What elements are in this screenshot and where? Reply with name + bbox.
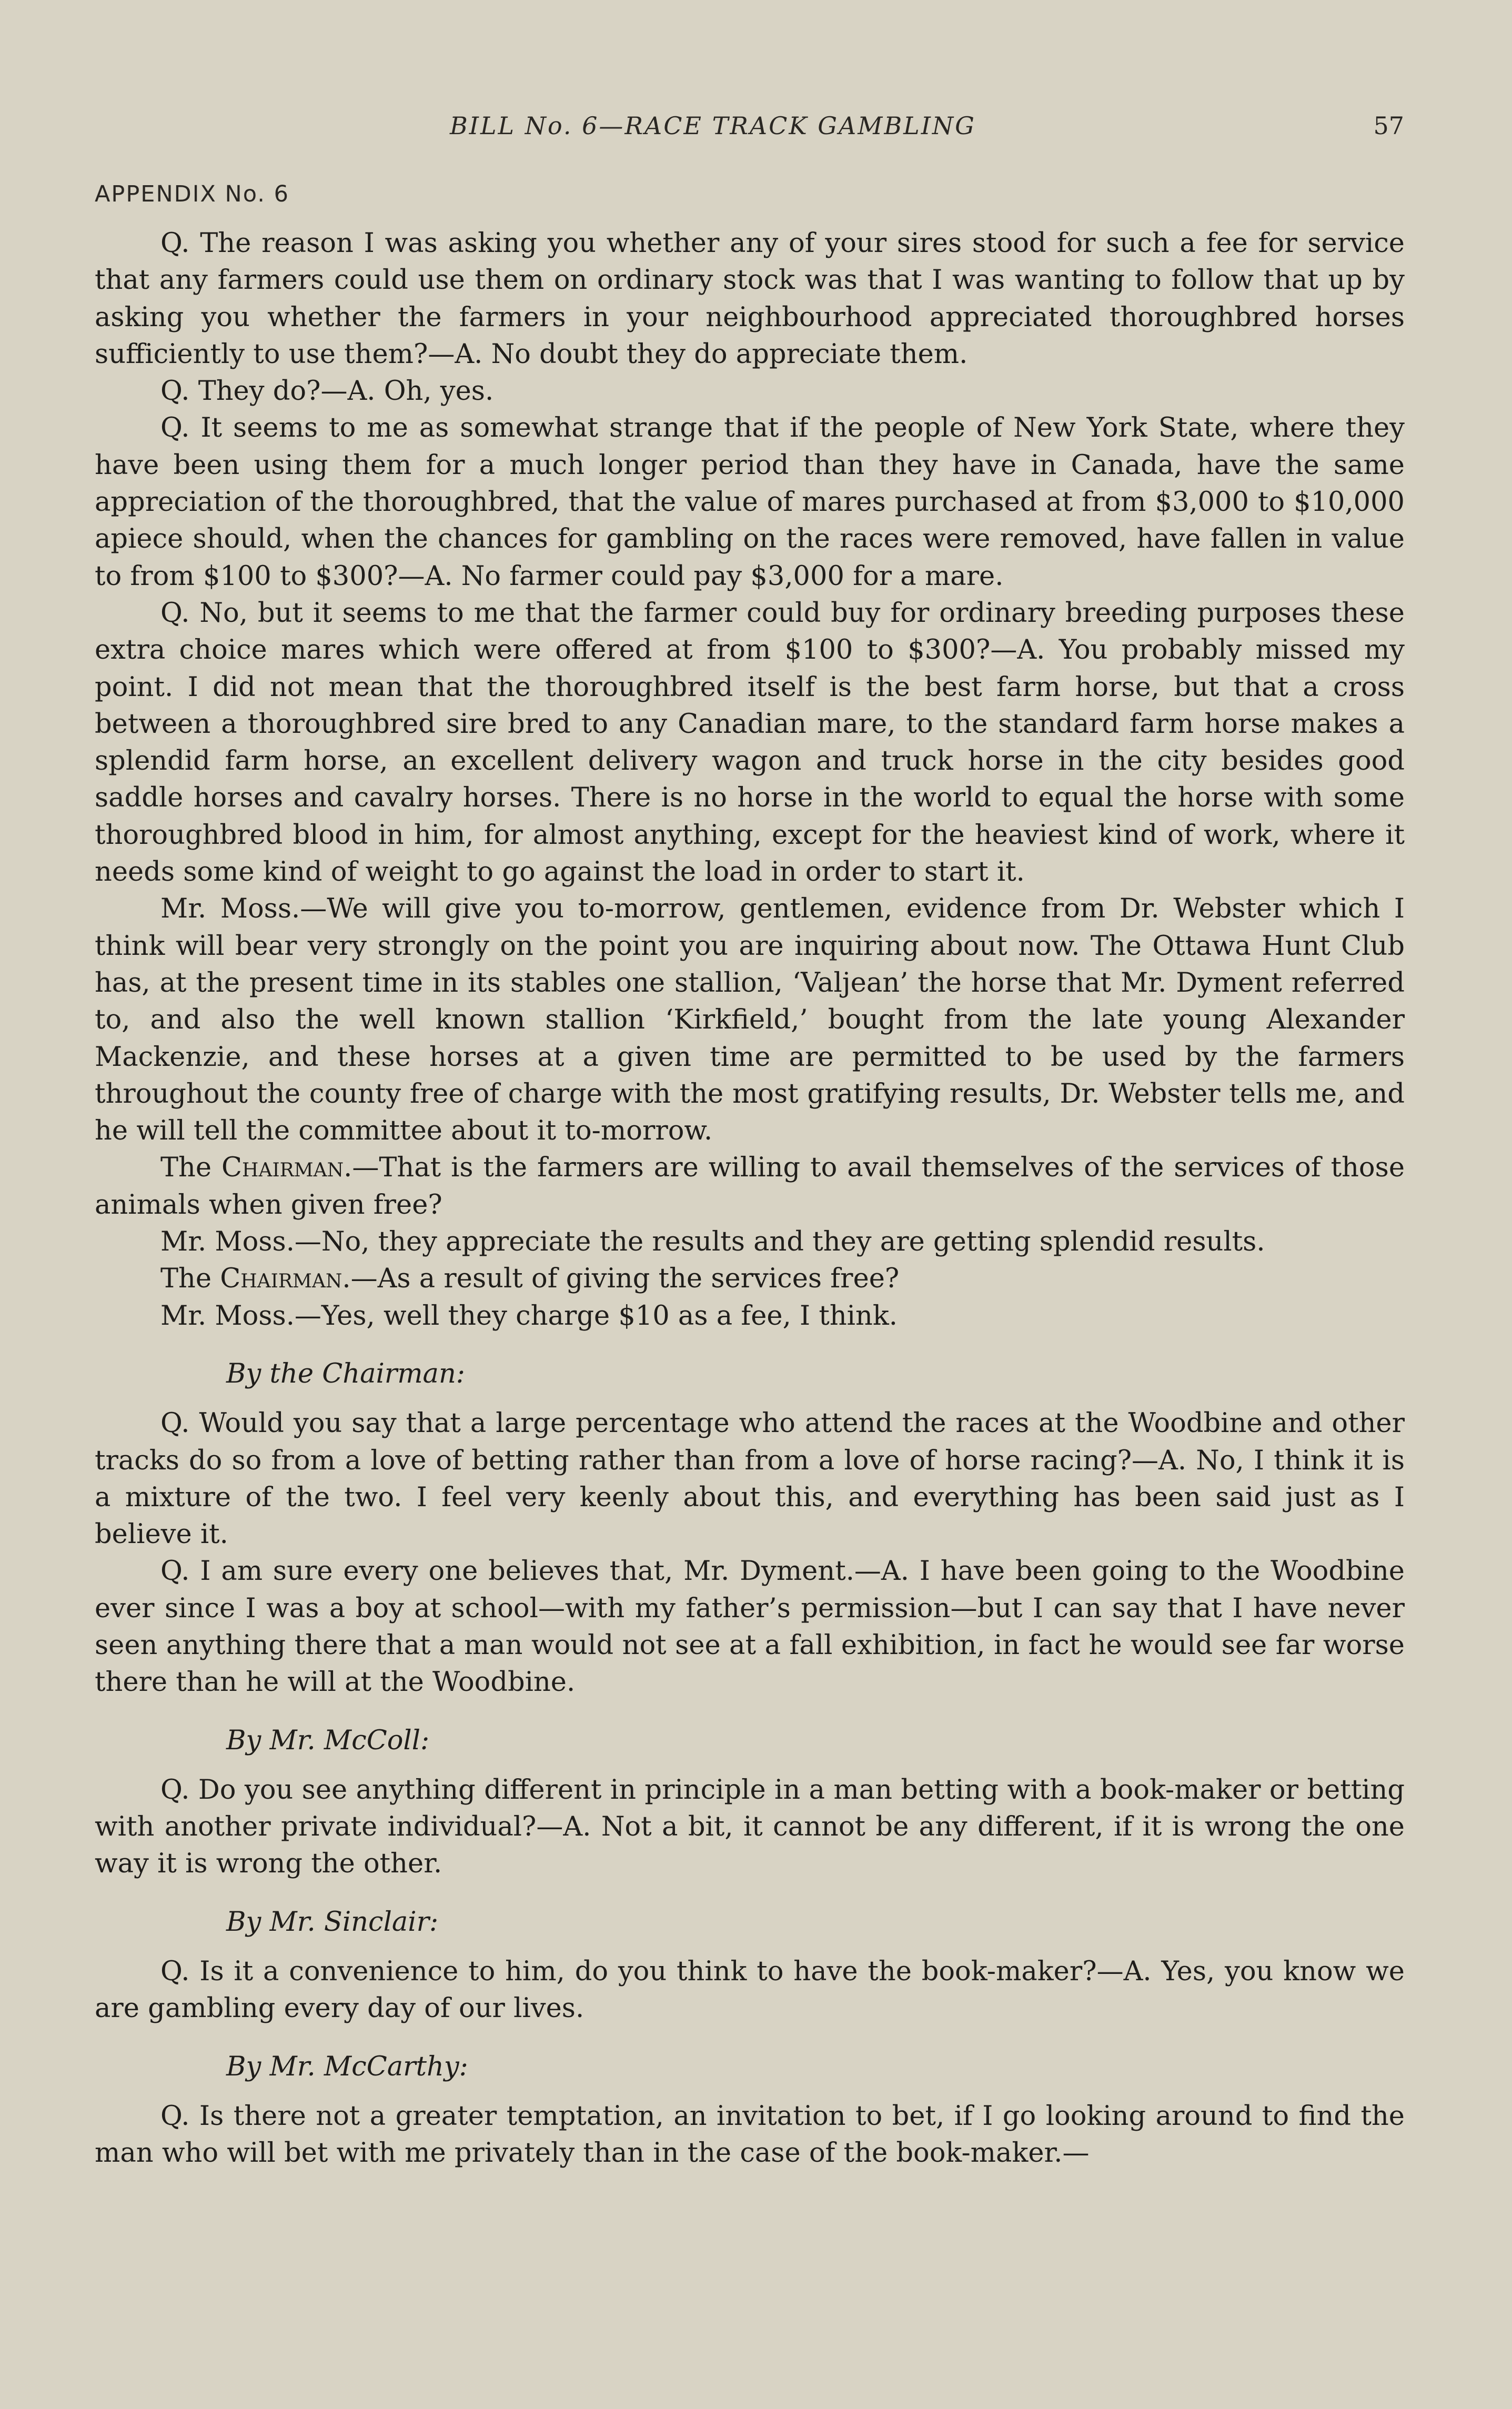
- paragraph-3: Q. It seems to me as somewhat strange that if the people of New York State, where they have been using them for a much longer period than they have in Canada, have the same appreciation of the thoroughbred, that the value of mares purchased at from $3,000 to $10,000 apiece should, when the chances for gambling on the races were removed, have fallen in value to from $100 to $300?—A. No farmer could pay $3,000 for a mare.: [95, 412, 1405, 592]
- paragraph-6: The Chairman.—That is the farmers are willing to avail themselves of the services of those animals when given free?: [95, 1152, 1405, 1221]
- paragraph-7: Mr. Moss.—No, they appreciate the results and they are getting splendid results.: [160, 1226, 1265, 1258]
- paragraph-2: Q. They do?—A. Oh, yes.: [160, 376, 494, 407]
- appendix-label: APPENDIX No. 6: [95, 181, 289, 207]
- paragraph-10: Q. Would you say that a large percentage who attend the races at the Woodbine and other tracks do so from a love of betting rather than from a love of horse racing?—A. No, I think it is a mixture of the two. I feel very keenly about this, and everything has been said just as I believe it.: [95, 1408, 1405, 1550]
- section-head-mccoll: By Mr. McColl:: [226, 1725, 430, 1756]
- paragraph-11: Q. I am sure every one believes that, Mr. Dyment.—A. I have been going to the Woodbine ever since I was a boy at school—with my father’s permission—but I can say that I have never seen anything there that a man would not see at a fall exhibition, in fact he would see far worse there than he will at the Woodbine.: [95, 1556, 1405, 1698]
- section-head-mccarthy: By Mr. McCarthy:: [226, 2051, 468, 2082]
- paragraph-5: Mr. Moss.—We will give you to-morrow, gentlemen, evidence from Dr. Webster which I think will bear very strongly on the point you are inquiring about now. The Ottawa Hunt Club has, at the present time in its stables one stallion, ‘Valjean’ the horse that Mr. Dyment referred to, and also the well known stallion ‘Kirkfield,’ bought from the late young Alexander Mackenzie, and these horses at a given time are permitted to be used by the farmers throughout the county free of charge with the most gratifying results, Dr. Webster tells me, and he will tell the committee about it to-morrow.: [95, 893, 1405, 1147]
- body-text: [95, 225, 1405, 2172]
- paragraph-13: Q. Is it a convenience to him, do you think to have the book-maker?—A. Yes, you know we are gambling every day of our lives.: [95, 1956, 1405, 2024]
- page-number: 57: [1373, 112, 1404, 140]
- paragraph-14: Q. Is there not a greater temptation, an invitation to bet, if I go looking around to find the man who will bet with me privately than in the case of the book-maker.—: [95, 2100, 1405, 2169]
- speaker-chairman: Chairman: [221, 1152, 344, 1184]
- paragraph-1: Q. The reason I was asking you whether any of your sires stood for such a fee for service that any farmers could use them on ordinary stock was that I was wanting to follow that up by asking you whether the farmers in your neighbourhood appreciated thoroughbred horses sufficiently to use them?—A. No doubt they do appreciate them.: [95, 228, 1405, 370]
- paragraph-12: Q. Do you see anything different in principle in a man betting with a book-maker or betting with another private individual?—A. Not a bit, it cannot be any different, if it is wrong the one way it is wrong the other.: [95, 1774, 1405, 1880]
- speaker-chairman: Chairman: [220, 1263, 342, 1295]
- paragraph-4: Q. No, but it seems to me that the farmer could buy for ordinary breeding purposes these extra choice mares which were offered at from $100 to $300?—A. You probably missed my point. I did not mean that the thoroughbred itself is the best farm horse, but that a cross between a thoroughbred sire bred to any Canadian mare, to the standard farm horse makes a splendid farm horse, an excellent delivery wagon and truck horse in the city besides good saddle horses and cavalry horses. There is no horse in the world to equal the horse with some thoroughbred blood in him, for almost anything, except for the heaviest kind of work, where it needs some kind of weight to go against the load in order to start it.: [95, 597, 1405, 888]
- section-head-chairman: By the Chairman:: [226, 1358, 465, 1389]
- running-title: BILL No. 6—RACE TRACK GAMBLING: [450, 112, 976, 140]
- paragraph-9: Mr. Moss.—Yes, well they charge $10 as a fee, I think.: [160, 1300, 898, 1332]
- paragraph-8: The Chairman.—As a result of giving the services free?: [160, 1263, 900, 1295]
- section-head-sinclair: By Mr. Sinclair:: [226, 1906, 439, 1938]
